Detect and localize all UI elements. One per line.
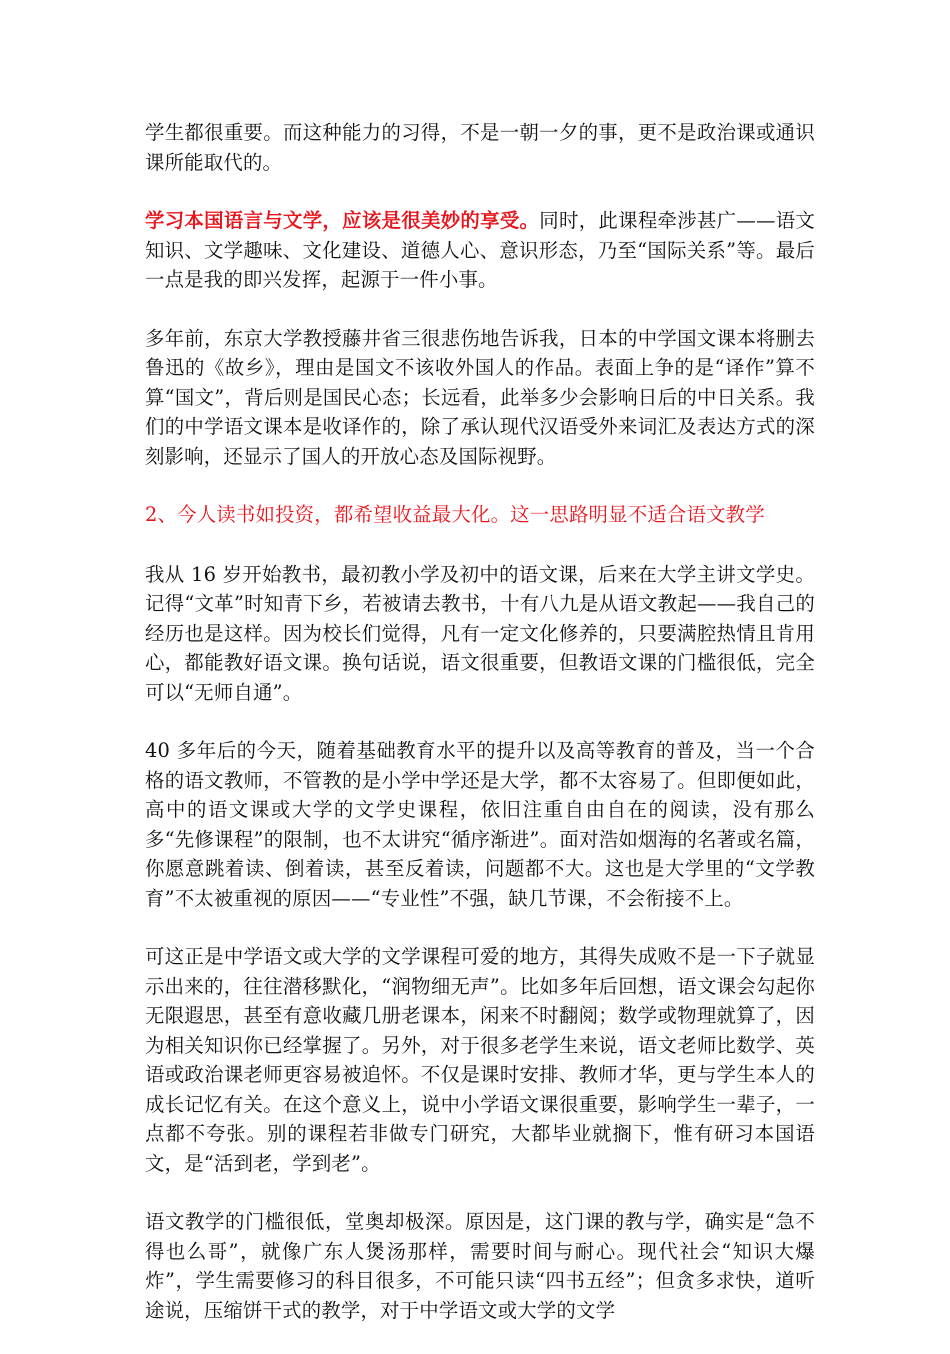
paragraph-3: 多年前，东京大学教授藤井省三很悲伤地告诉我，日本的中学国文课本将删去鲁迅的《故乡》，理由是国文不该收外国人的作品。表面上争的是“译作”算不算“国文”，背后则是国民心态；长远看，此举多少会影响日后的中日关系。我们的中学语文课本是收译作的，除了承认现代汉语受外来词汇及表达方式的深刻影响，还显示了国人的开放心态及国际视野。 [145, 326, 815, 468]
paragraph-7: 语文教学的门槛很低，堂奥却极深。原因是，这门课的教与学，确实是“急不得也么哥”，就像广东人煲汤那样，需要时间与耐心。现代社会“知识大爆炸”，学生需要修习的科目很多，不可能只读“四书五经”；但贪多求快，道听途说，压缩饼干式的教学，对于中学语文或大学的文学 [145, 1210, 815, 1322]
section-heading-2: 2、今人读书如投资，都希望收益最大化。这一思路明显不适合语文教学 [145, 503, 765, 526]
highlighted-sentence: 学习本国语言与文学，应该是很美妙的享受。 [145, 209, 540, 232]
paragraph-2-rest: 同时，此课程牵涉甚广——语文知识、文学趣味、文化建设、道德人心、意识形态，乃至“国际关系”等。最后一点是我的即兴发挥，起源于一件小事。 [145, 209, 815, 291]
paragraph-2 [145, 206, 815, 295]
paragraph-6: 可这正是中学语文或大学的文学课程可爱的地方，其得失成败不是一下子就显示出来的，往往潜移默化，“润物细无声”。比如多年后回想，语文课会勾起你无限遐思，甚至有意收藏几册老课本，闲来不时翻阅；数学或物理就算了，因为相关知识你已经掌握了。另外，对于很多老学生来说，语文老师比数学、英语或政治课老师更容易被追怀。不仅是课时安排、教师才华，更与学生本人的成长记忆有关。在这个意义上，说中小学语文课很重要，影响学生一辈子，一点都不夸张。别的课程若非做专门研究，大都毕业就搁下，惟有研习本国语文，是“活到老，学到老”。 [145, 945, 815, 1175]
document-page [145, 118, 815, 1354]
paragraph-5: 40 多年后的今天，随着基础教育水平的提升以及高等教育的普及，当一个合格的语文教师，不管教的是小学中学还是大学，都不太容易了。但即便如此，高中的语文课或大学的文学史课程，依旧注重自由自在的阅读，没有那么多“先修课程”的限制，也不太讲究“循序渐进”。面对浩如烟海的名著或名篇，你愿意跳着读、倒着读，甚至反着读，问题都不大。这也是大学里的“文学教育”不太被重视的原因——“专业性”不强，缺几节课，不会衔接不上。 [145, 739, 815, 910]
paragraph-4: 我从 16 岁开始教书，最初教小学及初中的语文课，后来在大学主讲文学史。记得“文革”时知青下乡，若被请去教书，十有八九是从语文教起——我自己的经历也是这样。因为校长们觉得，凡有一定文化修养的，只要满腔热情且肯用心，都能教好语文课。换句话说，语文很重要，但教语文课的门槛很低，完全可以“无师自通”。 [145, 562, 815, 704]
paragraph-1: 学生都很重要。而这种能力的习得，不是一朝一夕的事，更不是政治课或通识课所能取代的。 [145, 121, 815, 174]
